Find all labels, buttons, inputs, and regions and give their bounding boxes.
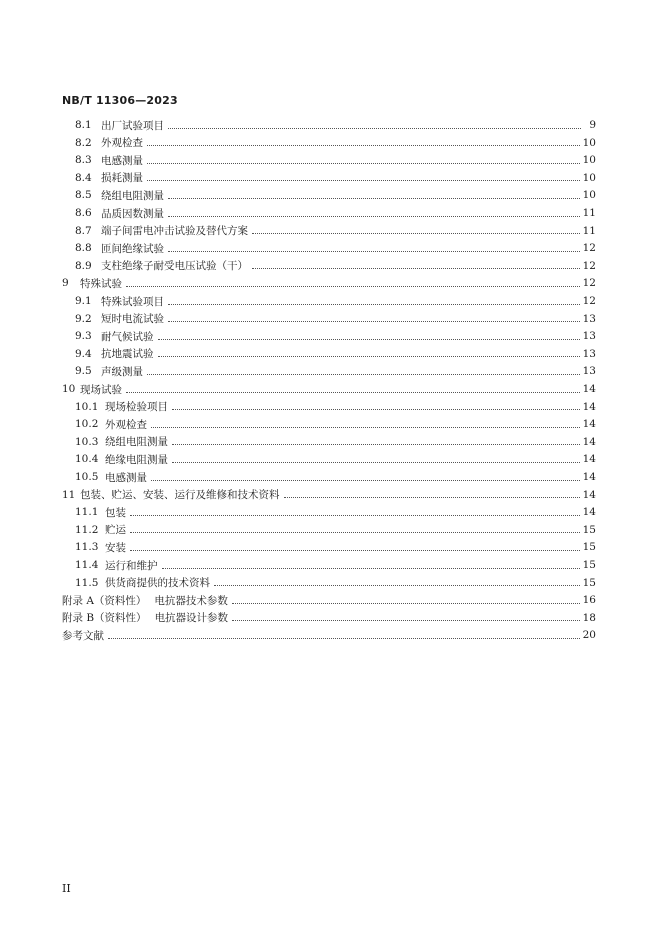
toc-entry-page: 10: [582, 136, 596, 149]
toc-leader-dots: [162, 558, 580, 569]
toc-entry-page: 12: [582, 295, 596, 307]
toc-entry-page: 14: [582, 488, 596, 501]
toc-entry-page: 9: [589, 119, 596, 131]
toc-leader-dots: [252, 223, 580, 234]
toc-entry-number: 11: [62, 488, 76, 501]
toc-entry[interactable]: [62, 609, 596, 627]
toc-entry-number: 11.2: [75, 523, 99, 536]
toc-entry-number: 8.1: [75, 119, 92, 131]
toc-entry-title: 绝缘电阻测量: [105, 453, 168, 466]
toc-entry[interactable]: [62, 398, 596, 416]
toc-leader-dots: [126, 382, 580, 393]
toc-entry-title: 匝间绝缘试验: [101, 242, 164, 255]
toc-entry-title: 支柱绝缘子耐受电压试验（干）: [101, 260, 248, 273]
toc-entry[interactable]: [62, 626, 596, 644]
toc-leader-dots: [158, 346, 580, 357]
toc-entry[interactable]: [62, 257, 596, 275]
toc-entry-title: 电抗器技术参数: [154, 594, 228, 607]
toc-entry-title: 贮运: [105, 524, 126, 537]
toc-entry[interactable]: [62, 362, 596, 380]
toc-entry-title: 绕组电阻测量: [105, 436, 168, 449]
toc-entry[interactable]: [62, 310, 596, 328]
toc-entry[interactable]: [62, 327, 596, 345]
toc-leader-dots: [147, 153, 580, 164]
toc-entry-number: 10: [62, 383, 76, 395]
toc-entry-page: 16: [582, 594, 596, 607]
toc-entry-page: 11: [582, 224, 596, 237]
toc-entry-title: 包装、贮运、安装、运行及维修和技术资料: [80, 489, 280, 502]
toc-entry[interactable]: [62, 151, 596, 169]
toc-entry-title: 外观检查: [101, 137, 143, 150]
toc-entry-number: 10.3: [75, 435, 99, 448]
page-number: II: [62, 882, 71, 895]
toc-entry-number: 10.4: [75, 453, 99, 466]
toc-entry-title: 端子间雷电冲击试验及替代方案: [101, 225, 248, 238]
toc-entry-title: 现场试验: [80, 383, 122, 396]
toc-entry-page: 14: [582, 453, 596, 466]
toc-entry-page: 10: [582, 154, 596, 167]
toc-entry-number: 9: [62, 277, 69, 290]
toc-entry-title: 损耗测量: [101, 172, 143, 185]
toc-entry-page: 14: [582, 506, 596, 519]
toc-entry-page: 14: [582, 471, 596, 483]
toc-entry-number: 11.3: [75, 541, 99, 554]
toc-entry-page: 15: [582, 523, 596, 536]
toc-entry[interactable]: [62, 134, 596, 152]
toc-entry-number: 8.2: [75, 136, 92, 149]
toc-entry[interactable]: [62, 556, 596, 574]
toc-entry-title: 现场检验项目: [105, 401, 168, 414]
toc-entry-title: 特殊试验项目: [101, 295, 164, 308]
toc-entry-page: 15: [582, 559, 596, 571]
toc-entry-title: 电抗器设计参数: [154, 612, 229, 625]
document-number: NB/T 11306—2023: [62, 94, 178, 107]
toc-entry-title: 外观检查: [105, 418, 147, 431]
toc-entry-title: 电感测量: [101, 154, 143, 167]
toc-entry-page: 15: [582, 576, 596, 589]
toc-entry[interactable]: [62, 538, 596, 556]
toc-entry-page: 12: [582, 277, 596, 290]
toc-entry-page: 12: [582, 242, 596, 255]
toc-entry-title: 包装: [105, 506, 126, 519]
toc-entry-title: 绕组电阻测量: [101, 189, 164, 202]
toc-leader-dots: [151, 417, 580, 428]
toc-entry-page: 14: [582, 418, 596, 431]
toc-entry[interactable]: [62, 116, 596, 134]
toc-leader-dots: [214, 575, 580, 586]
toc-entry-number: 11.4: [75, 559, 99, 571]
toc-entry-page: 14: [582, 383, 596, 395]
toc-entry[interactable]: [62, 574, 596, 592]
toc-entry-page: 18: [582, 611, 596, 624]
toc-leader-dots: [172, 399, 580, 410]
toc-entry-title: 声级测量: [101, 365, 143, 378]
toc-leader-dots: [168, 294, 580, 305]
toc-entry-number: 10.2: [75, 418, 99, 431]
toc-entry-number: 9.1: [75, 295, 92, 307]
toc-entry-number: 8.5: [75, 189, 92, 202]
toc-entry-number: 10.5: [75, 471, 99, 483]
toc-entry-number: 8.6: [75, 207, 92, 219]
toc-entry-number: 8.8: [75, 242, 92, 255]
toc-entry-page: 14: [582, 400, 596, 413]
toc-leader-dots: [151, 470, 580, 481]
toc-entry[interactable]: [62, 433, 596, 451]
toc-entry-number: 8.3: [75, 154, 92, 167]
toc-entry-page: 14: [582, 435, 596, 448]
toc-entry-page: 20: [582, 629, 596, 642]
toc-entry-title: 安装: [105, 541, 126, 554]
toc-entry[interactable]: [62, 204, 596, 222]
toc-leader-dots: [232, 593, 580, 604]
toc-entry[interactable]: [62, 292, 596, 310]
toc-leader-dots: [130, 540, 580, 551]
toc-entry-number: 10.1: [75, 400, 99, 413]
toc-entry-number: 9.2: [75, 312, 92, 325]
toc-entry-title: 参考文献: [62, 629, 104, 642]
toc-entry[interactable]: [62, 239, 596, 257]
toc-entry-title: 短时电流试验: [101, 313, 164, 326]
toc-leader-dots: [168, 311, 580, 322]
toc-leader-dots: [130, 505, 580, 516]
toc-entry-title: 抗地震试验: [101, 348, 154, 361]
toc-entry[interactable]: [62, 450, 596, 468]
toc-entry-title: 耐气候试验: [101, 330, 154, 343]
toc-entry[interactable]: [62, 169, 596, 187]
toc-entry-page: 13: [582, 330, 596, 343]
toc-leader-dots: [168, 206, 580, 217]
toc-leader-dots: [168, 241, 580, 252]
toc-entry-title: 电感测量: [105, 471, 147, 484]
toc-entry[interactable]: [62, 521, 596, 539]
toc-entry-number: 9.5: [75, 365, 92, 378]
toc-leader-dots: [284, 487, 580, 498]
toc-leader-dots: [232, 610, 580, 621]
toc-leader-dots: [126, 276, 580, 287]
toc-entry-number: 8.4: [75, 171, 92, 184]
toc-entry-number: 11.5: [75, 576, 99, 589]
toc-leader-dots: [168, 118, 581, 129]
toc-entry-page: 13: [582, 312, 596, 325]
toc-entry[interactable]: [62, 591, 596, 609]
toc-entry-number: 9.4: [75, 347, 92, 360]
toc-entry-number: 11.1: [75, 506, 99, 519]
toc-entry[interactable]: [62, 345, 596, 363]
toc-entry[interactable]: [62, 486, 596, 504]
toc-entry-number: 8.7: [75, 224, 92, 237]
toc-entry-title: 出厂试验项目: [101, 119, 164, 132]
toc-leader-dots: [147, 364, 580, 375]
toc-leader-dots: [172, 452, 580, 463]
toc-entry-page: 15: [582, 541, 596, 554]
toc-leader-dots: [168, 188, 580, 199]
toc-entry-page: 13: [582, 365, 596, 378]
toc-leader-dots: [108, 628, 580, 639]
toc-entry-number: 9.3: [75, 330, 92, 343]
toc-entry[interactable]: [62, 415, 596, 433]
toc-entry-page: 10: [582, 171, 596, 184]
toc-entry-number: 8.9: [75, 259, 92, 272]
toc-leader-dots: [252, 258, 580, 269]
toc-leader-dots: [172, 434, 580, 445]
toc-leader-dots: [130, 522, 580, 533]
toc-entry[interactable]: [62, 274, 596, 292]
toc-entry-title: 供货商提供的技术资料: [105, 577, 210, 590]
toc-entry[interactable]: [62, 468, 596, 486]
toc-entry-page: 11: [582, 207, 596, 219]
toc-entry-title: 品质因数测量: [101, 207, 164, 220]
toc-entry[interactable]: [62, 186, 596, 204]
toc-entry-number: 附录 A（资料性）: [62, 594, 147, 607]
toc-leader-dots: [147, 170, 580, 181]
toc-entry-page: 12: [582, 259, 596, 272]
toc-entry-title: 特殊试验: [80, 277, 122, 290]
toc-entry[interactable]: [62, 380, 596, 398]
toc-entry[interactable]: [62, 503, 596, 521]
toc-entry-title: 运行和维护: [105, 559, 158, 572]
toc-leader-dots: [147, 135, 580, 146]
toc-entry-number: 附录 B（资料性）: [62, 612, 147, 625]
toc-entry-page: 10: [582, 189, 596, 202]
toc-entry[interactable]: [62, 222, 596, 240]
toc-entry-page: 13: [582, 347, 596, 360]
toc-leader-dots: [158, 329, 580, 340]
